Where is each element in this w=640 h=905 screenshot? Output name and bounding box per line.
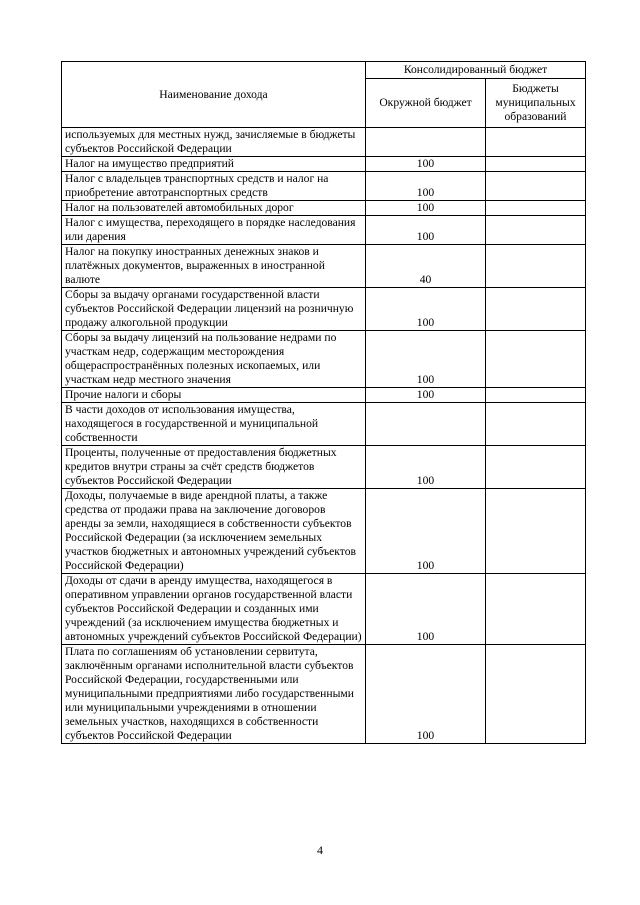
revenue-name-cell: Прочие налоги и сборы <box>62 388 366 403</box>
revenue-name-cell: Плата по соглашениям об установлении сервитута, заключённым органами исполнительной власти субъектов Российской Федерации, государственными или муниципальными предприятиями либо государственными или муниципальными учреждениями в отношении земельных участков, находящихся в собственности субъектов Российской Федерации <box>62 645 366 744</box>
revenue-name-cell: Налог на пользователей автомобильных дорог <box>62 201 366 216</box>
table-row <box>62 245 586 288</box>
municipal-value-cell <box>486 288 586 331</box>
okrug-value-cell: 100 <box>366 201 486 216</box>
municipal-value-cell <box>486 331 586 388</box>
header-municipal-budgets: Бюджеты муниципальных образований <box>486 79 586 128</box>
municipal-value-cell <box>486 172 586 201</box>
okrug-value-cell: 100 <box>366 574 486 645</box>
table-row <box>62 388 586 403</box>
municipal-value-cell <box>486 216 586 245</box>
okrug-value-cell: 100 <box>366 331 486 388</box>
municipal-value-cell <box>486 245 586 288</box>
okrug-value-cell: 100 <box>366 157 486 172</box>
revenue-name-cell: Налог на имущество предприятий <box>62 157 366 172</box>
municipal-value-cell <box>486 388 586 403</box>
okrug-value-cell: 100 <box>366 645 486 744</box>
revenue-name-cell: используемых для местных нужд, зачисляемые в бюджеты субъектов Российской Федерации <box>62 128 366 157</box>
header-okrug-budget: Окружной бюджет <box>366 79 486 128</box>
okrug-value-cell <box>366 128 486 157</box>
table-row <box>62 288 586 331</box>
revenue-name-cell: Налог с владельцев транспортных средств и налог на приобретение автотранспортных средств <box>62 172 366 201</box>
revenue-name-cell: Сборы за выдачу лицензий на пользование недрами по участкам недр, содержащим месторождения общераспространённых полезных ископаемых, или участкам недр местного значения <box>62 331 366 388</box>
okrug-value-cell: 100 <box>366 216 486 245</box>
municipal-value-cell <box>486 574 586 645</box>
okrug-value-cell: 40 <box>366 245 486 288</box>
municipal-value-cell <box>486 446 586 489</box>
table-row <box>62 446 586 489</box>
revenue-name-cell: Сборы за выдачу органами государственной власти субъектов Российской Федерации лицензий на розничную продажу алкогольной продукции <box>62 288 366 331</box>
section-heading-cell: В части доходов от использования имущества, находящегося в государственной и муниципальной собственности <box>62 403 366 446</box>
revenue-distribution-table <box>61 61 586 744</box>
table-row <box>62 574 586 645</box>
table-row <box>62 403 586 446</box>
revenue-name-cell: Доходы от сдачи в аренду имущества, находящегося в оперативном управлении органов государственной власти субъектов Российской Федерации и созданных ими учреждений (за исключением имущества бюджетных и автономных учреждений субъектов Российской Федерации) <box>62 574 366 645</box>
municipal-value-cell <box>486 157 586 172</box>
revenue-name-cell: Доходы, получаемые в виде арендной платы, а также средства от продажи права на заключение договоров аренды за земли, находящиеся в собственности субъектов Российской Федерации (за исключением земельных участков бюджетных и автономных учреждений субъектов Российской Федерации) <box>62 489 366 574</box>
revenue-name-cell: Налог на покупку иностранных денежных знаков и платёжных документов, выраженных в иностранной валюте <box>62 245 366 288</box>
revenue-name-cell: Проценты, полученные от предоставления бюджетных кредитов внутри страны за счёт средств бюджетов субъектов Российской Федерации <box>62 446 366 489</box>
okrug-value-cell: 100 <box>366 446 486 489</box>
municipal-value-cell <box>486 201 586 216</box>
table-row <box>62 489 586 574</box>
table-body <box>62 128 586 744</box>
header-consolidated-budget: Консолидированный бюджет <box>366 62 586 79</box>
table-row <box>62 216 586 245</box>
municipal-value-cell <box>486 403 586 446</box>
okrug-value-cell: 100 <box>366 172 486 201</box>
municipal-value-cell <box>486 645 586 744</box>
table-row <box>62 645 586 744</box>
okrug-value-cell <box>366 403 486 446</box>
table-row <box>62 201 586 216</box>
okrug-value-cell: 100 <box>366 489 486 574</box>
okrug-value-cell: 100 <box>366 288 486 331</box>
okrug-value-cell: 100 <box>366 388 486 403</box>
page-number: 4 <box>317 843 323 857</box>
revenue-name-cell: Налог с имущества, переходящего в порядке наследования или дарения <box>62 216 366 245</box>
header-revenue-name: Наименование дохода <box>62 62 366 128</box>
table-row <box>62 157 586 172</box>
municipal-value-cell <box>486 128 586 157</box>
table-row <box>62 331 586 388</box>
table-row <box>62 128 586 157</box>
table-row <box>62 172 586 201</box>
municipal-value-cell <box>486 489 586 574</box>
